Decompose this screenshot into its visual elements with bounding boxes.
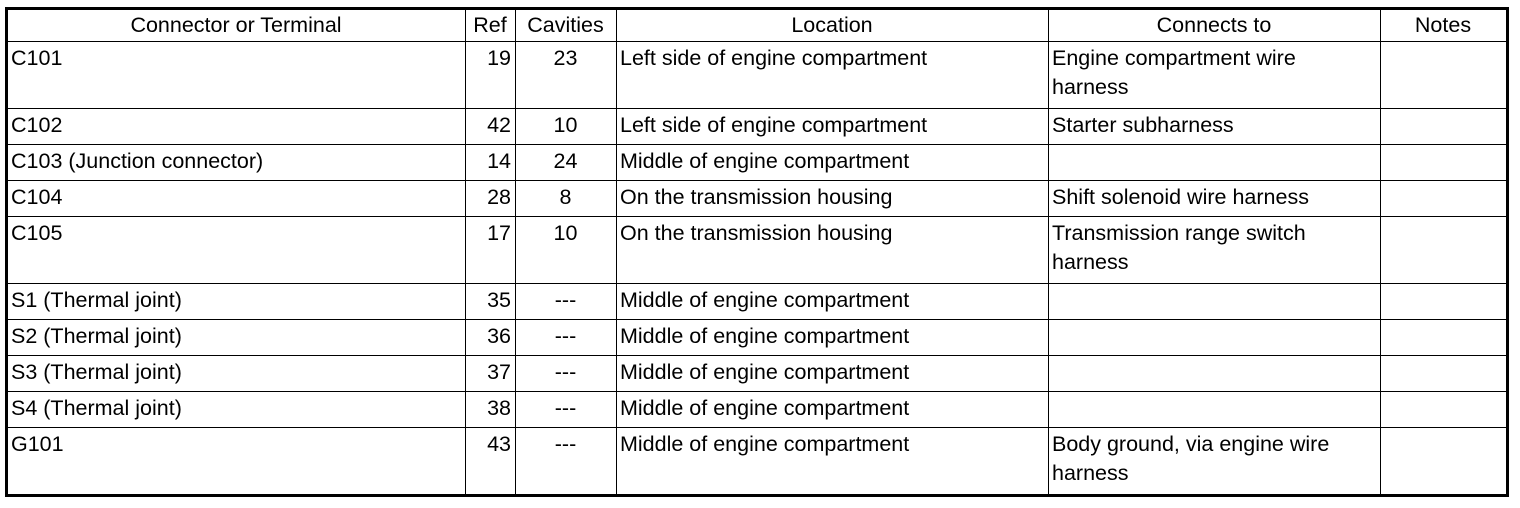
cell-connects-to	[1049, 356, 1381, 392]
cell-notes	[1381, 217, 1508, 284]
cell-ref: 19	[466, 42, 516, 109]
table-row	[7, 181, 1508, 217]
cell-notes	[1381, 42, 1508, 109]
table-row	[7, 356, 1508, 392]
cell-ref: 42	[466, 109, 516, 145]
cell-notes	[1381, 320, 1508, 356]
cell-ref: 38	[466, 392, 516, 428]
cell-connects-to: Shift solenoid wire harness	[1049, 181, 1381, 217]
cell-notes	[1381, 109, 1508, 145]
cell-connects-to	[1049, 145, 1381, 181]
cell-notes	[1381, 145, 1508, 181]
cell-ref: 28	[466, 181, 516, 217]
cell-location: Middle of engine compartment	[617, 428, 1049, 496]
column-header-notes: Notes	[1381, 9, 1508, 42]
cell-location: Left side of engine compartment	[617, 42, 1049, 109]
cell-cavities: ---	[516, 428, 617, 496]
column-header-connects-to: Connects to	[1049, 9, 1381, 42]
cell-terminal: S4 (Thermal joint)	[7, 392, 466, 428]
cell-connects-to: Body ground, via engine wire harness	[1049, 428, 1381, 496]
cell-notes	[1381, 356, 1508, 392]
table-row	[7, 145, 1508, 181]
cell-ref: 43	[466, 428, 516, 496]
cell-ref: 36	[466, 320, 516, 356]
column-header-terminal: Connector or Terminal	[7, 9, 466, 42]
table-row	[7, 42, 1508, 109]
cell-ref: 17	[466, 217, 516, 284]
table-header-row	[7, 9, 1508, 42]
table-row	[7, 392, 1508, 428]
cell-notes	[1381, 428, 1508, 496]
cell-location: Middle of engine compartment	[617, 145, 1049, 181]
table-row	[7, 217, 1508, 284]
cell-cavities: 23	[516, 42, 617, 109]
cell-notes	[1381, 284, 1508, 320]
cell-location: On the transmission housing	[617, 217, 1049, 284]
table-row	[7, 428, 1508, 496]
cell-notes	[1381, 392, 1508, 428]
cell-terminal: C101	[7, 42, 466, 109]
cell-terminal: G101	[7, 428, 466, 496]
column-header-location: Location	[617, 9, 1049, 42]
cell-cavities: ---	[516, 392, 617, 428]
cell-ref: 35	[466, 284, 516, 320]
cell-connects-to: Engine compartment wire harness	[1049, 42, 1381, 109]
table-row	[7, 109, 1508, 145]
cell-terminal: C104	[7, 181, 466, 217]
cell-cavities: ---	[516, 356, 617, 392]
connector-table	[5, 7, 1509, 497]
cell-cavities: 10	[516, 217, 617, 284]
cell-location: Middle of engine compartment	[617, 356, 1049, 392]
table-row	[7, 320, 1508, 356]
cell-terminal: C103 (Junction connector)	[7, 145, 466, 181]
column-header-cavities: Cavities	[516, 9, 617, 42]
cell-connects-to: Starter subharness	[1049, 109, 1381, 145]
cell-terminal: S3 (Thermal joint)	[7, 356, 466, 392]
cell-location: Middle of engine compartment	[617, 320, 1049, 356]
cell-ref: 14	[466, 145, 516, 181]
cell-ref: 37	[466, 356, 516, 392]
cell-connects-to	[1049, 320, 1381, 356]
cell-location: Left side of engine compartment	[617, 109, 1049, 145]
cell-cavities: ---	[516, 320, 617, 356]
cell-cavities: 10	[516, 109, 617, 145]
cell-location: Middle of engine compartment	[617, 392, 1049, 428]
cell-cavities: 8	[516, 181, 617, 217]
cell-cavities: 24	[516, 145, 617, 181]
cell-terminal: S1 (Thermal joint)	[7, 284, 466, 320]
cell-terminal: S2 (Thermal joint)	[7, 320, 466, 356]
cell-location: Middle of engine compartment	[617, 284, 1049, 320]
cell-terminal: C102	[7, 109, 466, 145]
cell-connects-to: Transmission range switch harness	[1049, 217, 1381, 284]
column-header-ref: Ref	[466, 9, 516, 42]
cell-location: On the transmission housing	[617, 181, 1049, 217]
table-row	[7, 284, 1508, 320]
cell-notes	[1381, 181, 1508, 217]
cell-connects-to	[1049, 392, 1381, 428]
cell-terminal: C105	[7, 217, 466, 284]
cell-connects-to	[1049, 284, 1381, 320]
cell-cavities: ---	[516, 284, 617, 320]
